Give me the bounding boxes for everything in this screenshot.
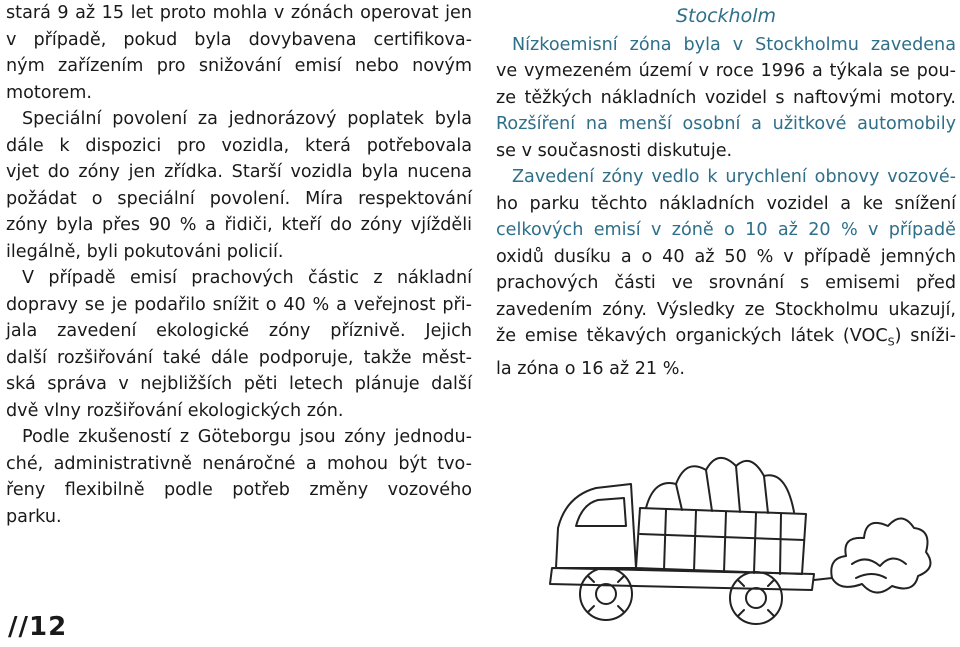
- text-line: ho parku těchto nákladních vozidel a ke snížení: [496, 193, 956, 214]
- text-line: dále k dispozici pro vozidla, která potřebovala: [6, 135, 472, 156]
- page-number: //12: [8, 612, 68, 642]
- truck-with-exhaust-sketch-icon: [536, 418, 936, 628]
- paragraph-4: [6, 424, 472, 530]
- text-line: ve vymezeném území v roce 1996 a týkala se pou-: [496, 61, 956, 81]
- voc-text-post: ) sníži-: [894, 326, 956, 346]
- paragraph-stockholm-2: [496, 164, 956, 383]
- text-line: motorem.: [6, 82, 92, 103]
- text-line: zóny byla přes 90 % a řidiči, kteří do zóny vjížděli: [6, 215, 472, 235]
- text-line: parku.: [6, 506, 62, 527]
- text-line: v případě, pokud byla dovybavena certifikova-: [6, 29, 472, 50]
- left-column: [6, 0, 472, 530]
- text-line: se v současnosti diskutuje.: [496, 140, 733, 161]
- text-line: dopravy se je podařilo snížit o 40 % a veřejnost při-: [6, 294, 472, 315]
- text-line: la zóna o 16 až 21 %.: [496, 359, 686, 380]
- text-line: vjet do zóny jen zřídka. Starší vozidla byla nucena: [6, 162, 472, 182]
- text-line: zavedením zóny. Výsledky ze Stockholmu ukazují,: [496, 299, 956, 320]
- text-line: dvě vlny rozšiřování ekologických zón.: [6, 400, 344, 421]
- text-line: Rozšíření na menší osobní a užitkové automobily: [496, 114, 956, 134]
- text-line: Speciální povolení za jednorázový poplatek byla: [22, 109, 472, 129]
- text-line: stará 9 až 15 let proto mohla v zónách operovat jen: [6, 3, 472, 23]
- text-line: Nízkoemisní zóna byla v Stockholmu zavedena: [512, 34, 956, 55]
- voc-subscript: S: [887, 335, 895, 349]
- text-line: ská správa v nejbližších pěti letech plánuje další: [6, 374, 472, 394]
- paragraph-1: [6, 0, 472, 106]
- text-line-voc: [496, 323, 956, 356]
- text-line: celkových emisí v zóně o 10 až 20 % v případě: [496, 220, 956, 240]
- text-line: prachových části ve srovnání s emisemi před: [496, 273, 956, 293]
- paragraph-2: [6, 106, 472, 265]
- voc-text-pre: že emise těkavých organických látek (VOC: [496, 326, 888, 346]
- text-line: oxidů dusíku a o 40 až 50 % v případě jemných: [496, 246, 956, 267]
- text-line: ným zařízením pro snižování emisí nebo novým: [6, 56, 472, 76]
- text-line: ché, administrativně nenáročné a mohou být tvo-: [6, 453, 472, 474]
- text-line: Podle zkušeností z Göteborgu jsou zóny jednodu-: [22, 427, 472, 447]
- paragraph-3: [6, 265, 472, 424]
- text-line: Zavedení zóny vedlo k urychlení obnovy vozové-: [512, 167, 956, 187]
- right-column: [496, 3, 956, 383]
- text-line: ilegálně, byli pokutováni policií.: [6, 241, 284, 262]
- section-heading: Stockholm: [675, 5, 777, 27]
- text-line: řeny flexibilně podle potřeb změny vozového: [6, 480, 472, 500]
- text-line: ze těžkých nákladních vozidel s naftovými motory.: [496, 87, 956, 108]
- paragraph-stockholm-1: [496, 32, 956, 165]
- text-line: požádat o speciální povolení. Míra respektování: [6, 188, 472, 209]
- text-line: V případě emisí prachových částic z nákladní: [22, 268, 472, 288]
- text-line: jala zavedení ekologické zóny příznivě. Jejich: [6, 321, 472, 341]
- text-line: další rozšiřování také dále podporuje, takže měst-: [6, 347, 472, 368]
